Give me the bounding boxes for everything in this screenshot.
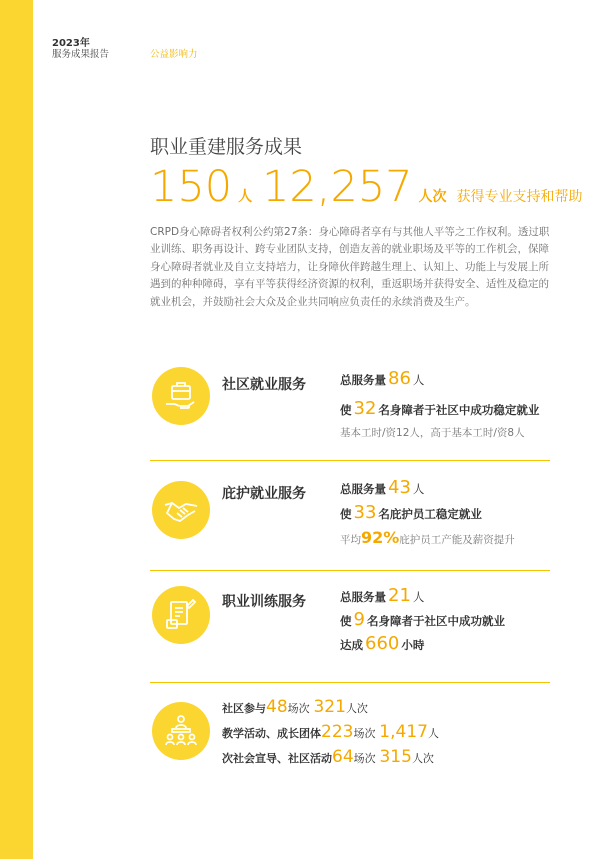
activity-people: 315 <box>379 747 412 767</box>
outcome-number: 32 <box>353 398 377 419</box>
section-divider <box>150 570 550 571</box>
headline-people-unit: 人 <box>238 189 253 205</box>
service-outcome <box>340 398 539 419</box>
detail-text: 庇护员工产能及薪资提升 <box>399 534 515 546</box>
total-unit: 人 <box>412 590 425 604</box>
outcome-prefix: 使 <box>340 403 352 417</box>
section-divider <box>150 682 550 683</box>
headline-visits-unit: 人次 <box>418 189 447 205</box>
header-year: 2023年 <box>52 38 90 49</box>
activity-people: 1,417 <box>379 722 428 742</box>
activity-sessions-unit: 场次 <box>353 752 376 765</box>
group-presenter-icon <box>152 702 210 760</box>
headline-stats <box>150 162 583 212</box>
total-number: 21 <box>388 585 411 606</box>
service-training-hours <box>340 633 424 654</box>
service-name: 职业训练服务 <box>222 594 306 610</box>
service-outcome <box>340 609 505 630</box>
outcome-text: 名身障者于社区中成功就业 <box>366 614 505 628</box>
detail-prefix: 平均 <box>340 534 361 546</box>
activity-label: 次社会宣导、社区活动 <box>222 752 332 765</box>
outcome-prefix: 使 <box>340 614 352 628</box>
hours-number: 660 <box>365 633 400 654</box>
activity-label: 教学活动、成长团体 <box>222 727 321 740</box>
service-total <box>340 585 424 606</box>
activity-sessions: 223 <box>321 722 354 742</box>
activity-label: 社区参与 <box>222 702 266 715</box>
activity-sessions: 64 <box>332 747 354 767</box>
service-name: 社区就业服务 <box>222 377 306 393</box>
activity-people: 321 <box>313 697 346 717</box>
hours-prefix: 达成 <box>340 638 363 652</box>
briefcase-hand-icon <box>152 367 210 425</box>
service-total <box>340 368 424 389</box>
outcome-number: 33 <box>353 502 377 523</box>
hours-unit: 小時 <box>401 638 425 652</box>
service-total <box>340 477 424 498</box>
document-pen-icon <box>152 586 210 644</box>
headline-people-number: 150 <box>150 162 233 212</box>
handshake-icon <box>152 481 210 539</box>
service-detail: 基本工时/资12人，高于基本工时/资8人 <box>340 427 525 439</box>
activity-people-unit: 人 <box>427 727 439 740</box>
page-title: 职业重建服务成果 <box>150 136 303 158</box>
service-detail <box>340 528 515 547</box>
activity-sessions: 48 <box>266 697 288 717</box>
header-report-title: 服务成果报告 <box>52 49 110 60</box>
activity-sessions-unit: 场次 <box>287 702 310 715</box>
section-divider <box>150 460 550 461</box>
total-label: 总服务量 <box>340 373 386 387</box>
header-section-link[interactable]: 公益影响力 <box>150 49 198 60</box>
activity-people-unit: 人次 <box>411 752 434 765</box>
total-unit: 人 <box>412 373 425 387</box>
yellow-sidebar <box>0 0 33 859</box>
service-outcome <box>340 502 482 523</box>
outcome-prefix: 使 <box>340 507 352 521</box>
intro-paragraph: CRPD身心障碍者权利公约第27条：身心障碍者享有与其他人平等之工作权利。透过职业训练、职务再设计、跨专业团队支持，创造友善的就业职场及平等的工作机会，保障身心障碍者就业及自立支持培力，让身障伙伴跨越生理上、认知上、功能上与发展上所遇到的种种障碍，享有平等获得经济资源的权利，重返职场并获得安全、适性及稳定的就业机会，并鼓励社会大众及企业共同响应负责任的永续消费及生产。 <box>150 226 550 308</box>
outcome-number: 9 <box>353 609 365 630</box>
activity-row <box>222 722 439 742</box>
activity-row <box>222 747 434 767</box>
headline-visits-number: 12,257 <box>262 162 413 212</box>
total-number: 86 <box>388 368 411 389</box>
total-unit: 人 <box>412 482 425 496</box>
outcome-text: 名身障者于社区中成功稳定就业 <box>378 403 540 417</box>
activity-sessions-unit: 场次 <box>353 727 376 740</box>
activity-row <box>222 697 368 717</box>
total-label: 总服务量 <box>340 482 386 496</box>
headline-text: 获得专业支持和帮助 <box>456 189 583 205</box>
service-name: 庇护就业服务 <box>222 486 306 502</box>
detail-number: 92% <box>361 528 400 547</box>
outcome-text: 名庇护员工稳定就业 <box>378 507 482 521</box>
activity-people-unit: 人次 <box>345 702 368 715</box>
total-number: 43 <box>388 477 411 498</box>
total-label: 总服务量 <box>340 590 386 604</box>
